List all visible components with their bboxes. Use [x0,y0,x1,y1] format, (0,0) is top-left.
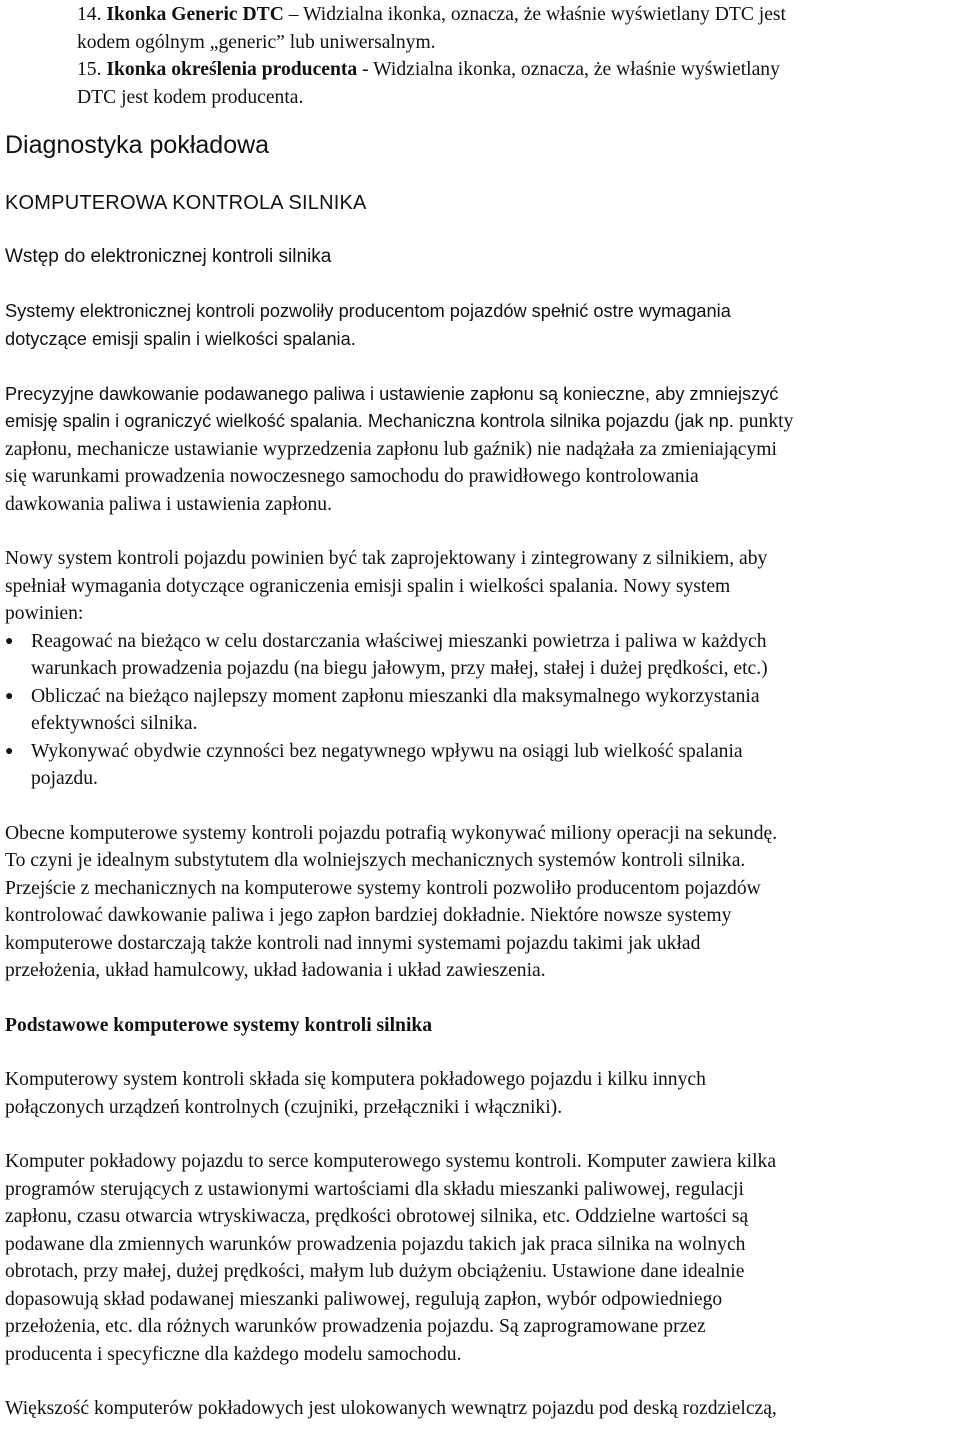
list-item-bold: Ikonka określenia producenta [106,59,358,80]
paragraph-new-system [5,545,957,628]
text-line: przełożenia, układ hamulcowy, układ ładowania i układ zawieszenia. [5,960,546,981]
text-line: warunkach prowadzenia pojazdu (na biegu jałowym, przy małej, stałej i dużej prędkości, etc.) [31,658,768,679]
text-line: To czyni je idealnym substytutem dla wolniejszych mechanicznych systemów kontroli silnika. [5,850,746,871]
text-line: Reagować na bieżąco w celu dostarczania właściwej mieszanki powietrza i paliwa w każdych [31,630,767,652]
intro-numbered-list [5,1,957,111]
list-item [5,1,957,56]
list-item-first-line [5,56,957,84]
list-item-text: - Widzialna ikonka, oznacza, że właśnie wyświetlany [357,59,780,80]
page-title: Diagnostyka pokładowa [5,131,270,159]
text-line [5,408,957,436]
text-line: pojazdu. [31,768,98,789]
blank-line [5,353,957,381]
text-line: powinien: [5,603,84,624]
text-line: zapłonu, czasu otwarcia wtryskiwacza, prędkości obrotowej silnika, etc. Oddzielne wartości są [5,1206,749,1227]
list-item-continuation: kodem ogólnym „generic” lub uniwersalnym. [77,31,436,53]
list-item-number: 14. [77,4,102,25]
text-line: efektywności silnika. [31,713,198,734]
text-line: Obliczać na bieżąco najlepszy moment zapłonu mieszanki dla maksymalnego wykorzystania [31,685,760,707]
text-line: Komputer pokładowy pojazdu to serce komputerowego systemu kontroli. Komputer zawiera kilka [5,1151,777,1172]
text-line: przełożenia, etc. dla różnych warunków prowadzenia pojazdu. Są zaprogramowane przez [5,1316,706,1337]
list-item-number: 15. [77,59,102,80]
subsection-heading: Wstęp do elektronicznej kontroli silnika [5,246,332,267]
list-item-text: – Widzialna ikonka, oznacza, że właśnie wyświetlany DTC jest [283,4,786,25]
text-line-serif: punkty [738,411,794,432]
text-line: spełniał wymagania dotyczące ograniczenia emisji spalin i wielkości spalania. Nowy system [5,575,731,597]
text-line: podawane dla zmiennych warunków prowadzenia pojazdu takich jak praca silnika na wolnych [5,1233,746,1255]
text-line: Systemy elektronicznej kontroli pozwoliły producentom pojazdów spełnić ostre wymagania [5,301,731,321]
list-item-bold: Ikonka Generic DTC [106,4,284,25]
intro-paragraphs [5,298,957,518]
paragraph-computer-system [5,1066,957,1121]
text-line: programów sterujących z ustawionymi wartościami dla składu mieszanki paliwowej, regulacji [5,1178,744,1200]
text-line: producenta i specyficzne dla każdego modelu samochodu. [5,1343,462,1365]
list-item [5,683,957,738]
bullet-icon: ● [5,743,14,759]
text-line: dopasowują skład podawanej mieszanki paliwowej, regulują zapłon, wybór odpowiedniego [5,1288,723,1310]
text-line: Nowy system kontroli pojazdu powinien być tak zaprojektowany i zintegrowany z silnikiem, aby [5,548,768,569]
bullet-icon: ● [5,688,14,704]
text-line: kontrolować dawkowanie paliwa i jego zapłon bardziej dokładnie. Niektóre nowsze systemy [5,905,732,926]
requirements-list [5,628,957,793]
paragraph-location [5,1395,957,1423]
text-line: komputerowe dostarczają także kontroli nad innymi systemami pojazdu takimi jak układ [5,932,701,954]
document-page [5,1,957,1423]
text-line: Wykonywać obydwie czynności bez negatywnego wpływu na osiągi lub wielkość spalania [31,740,743,762]
text-line-sans: emisję spalin i ograniczyć wielkość spalania. Mechaniczna kontrola silnika pojazdu (jak np. [5,411,734,431]
text-line: dawkowania paliwa i ustawienia zapłonu. [5,493,332,515]
paragraph-modern-systems [5,820,957,985]
list-item [5,628,957,683]
paragraph-onboard-computer [5,1148,957,1368]
bullet-icon: ● [5,633,14,649]
list-item [5,738,957,793]
text-line: Komputerowy system kontroli składa się komputera pokładowego pojazdu i kilku innych [5,1069,706,1090]
list-item-first-line [5,1,957,29]
text-line: dotyczące emisji spalin i wielkości spalania. [5,328,356,349]
text-line: Precyzyjne dawkowanie podawanego paliwa i ustawienie zapłonu są konieczne, aby zmniejszyć [5,383,779,404]
list-item [5,56,957,111]
bold-section-heading: Podstawowe komputerowe systemy kontroli silnika [5,1014,433,1036]
text-line: się warunkami prowadzenia nowoczesnego samochodu do prawidłowego kontrolowania [5,466,699,487]
text-line: Obecne komputerowe systemy kontroli pojazdu potrafią wykonywać miliony operacji na sekundę. [5,822,778,844]
text-line: połączonych urządzeń kontrolnych (czujniki, przełączniki i włączniki). [5,1096,563,1118]
text-line: zapłonu, mechanicze ustawianie wyprzedzenia zapłonu lub gaźnik) nie nadążała za zmieniającymi [5,438,777,460]
list-item-continuation: DTC jest kodem producenta. [77,86,304,108]
section-heading: KOMPUTEROWA KONTROLA SILNIKA [5,192,367,214]
text-line: obrotach, przy małej, dużej prędkości, małym lub dużym obciążeniu. Ustawione dane idealnie [5,1261,745,1282]
text-line: Przejście z mechanicznych na komputerowe systemy kontroli pozwoliło producentom pojazdów [5,877,761,899]
text-line: Większość komputerów pokładowych jest ulokowanych wewnątrz pojazdu pod deską rozdzielczą, [5,1398,777,1419]
